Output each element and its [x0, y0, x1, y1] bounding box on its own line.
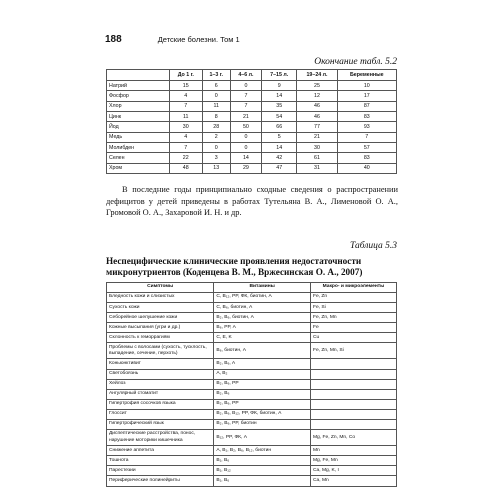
table-cell: 11: [170, 112, 203, 122]
table-cell: 48: [170, 163, 203, 173]
table-row: [107, 163, 397, 173]
table-row: [107, 101, 397, 111]
table-cell: 0: [230, 132, 261, 142]
table-row: [107, 379, 397, 389]
table-cell: Ca, Mg, K, I: [310, 466, 396, 476]
table-cell: B₂, B₆, PP: [214, 399, 311, 409]
column-header: 4–6 л.: [230, 70, 261, 81]
table-cell: Сухость кожи: [107, 303, 214, 313]
table-cell: Цинк: [107, 112, 170, 122]
table-cell: 14: [261, 91, 297, 101]
table-row: [107, 466, 397, 476]
table-cell: [310, 379, 396, 389]
table-row: [107, 122, 397, 132]
table-row: [107, 420, 397, 430]
column-header: [107, 70, 170, 81]
table-cell: B₂, B₆, A: [214, 359, 311, 369]
table-header-row: [107, 283, 397, 293]
table-cell: Селен: [107, 153, 170, 163]
table-header-row: [107, 70, 397, 81]
table-cell: 22: [170, 153, 203, 163]
table-cell: 9: [261, 81, 297, 91]
table-cell: B₂, B₆, B₁₂, PP, ФК, биотин, A: [214, 409, 311, 419]
table2-caption: Таблица 5.3: [350, 241, 397, 251]
column-header: 1–3 г.: [202, 70, 230, 81]
table-cell: B₁, B₁₂: [214, 466, 311, 476]
table-cell: A, B₁, B₂, B₆, B₁₂, биотин: [214, 446, 311, 456]
table-cell: Бледность кожи и слизистых: [107, 293, 214, 303]
table-row: [107, 399, 397, 409]
table-cell: 50: [230, 122, 261, 132]
table-cell: Fe, Zn, Mn: [310, 313, 396, 323]
table-cell: Проблемы с волосами (сухость, тусклость, выпадение, сечение, перхоть): [107, 343, 214, 359]
column-header: Симптомы: [107, 283, 214, 293]
table-cell: B₁, B₆: [214, 476, 311, 486]
table-row: [107, 409, 397, 419]
column-header: Витамины: [214, 283, 311, 293]
table-cell: 7: [170, 101, 203, 111]
table-cell: Йод: [107, 122, 170, 132]
table-cell: [310, 369, 396, 379]
table-row: [107, 91, 397, 101]
table-cell: 10: [337, 81, 396, 91]
table-row: [107, 446, 397, 456]
table-cell: 13: [202, 163, 230, 173]
table-cell: C, E, K: [214, 333, 311, 343]
symptoms-table: [106, 282, 397, 487]
table-cell: [310, 420, 396, 430]
table-row: [107, 476, 397, 486]
table-row: [107, 132, 397, 142]
table-row: [107, 430, 397, 446]
table-cell: Fe, Zn, Mn, Si: [310, 343, 396, 359]
table-cell: Хлор: [107, 101, 170, 111]
table-cell: [310, 359, 396, 369]
table-cell: 87: [337, 101, 396, 111]
table-cell: Fe, Zn: [310, 293, 396, 303]
table-cell: Снижение аппетита: [107, 446, 214, 456]
table-row: [107, 359, 397, 369]
table-cell: Молибден: [107, 143, 170, 153]
table-cell: 83: [337, 112, 396, 122]
table-cell: Глоссит: [107, 409, 214, 419]
table-cell: 12: [297, 91, 337, 101]
table-cell: Хром: [107, 163, 170, 173]
table-cell: [310, 409, 396, 419]
table-cell: 17: [337, 91, 396, 101]
table-cell: 21: [230, 112, 261, 122]
table-cell: 57: [337, 143, 396, 153]
table-cell: 5: [261, 132, 297, 142]
table-row: [107, 333, 397, 343]
table-cell: 14: [230, 153, 261, 163]
table-row: [107, 343, 397, 359]
table-cell: Фосфор: [107, 91, 170, 101]
table-cell: B₁₂, PP, ФК, A: [214, 430, 311, 446]
table-cell: 0: [202, 91, 230, 101]
table-cell: 0: [230, 143, 261, 153]
table-cell: 83: [337, 153, 396, 163]
table-row: [107, 81, 397, 91]
table-cell: B₂, B₆: [214, 389, 311, 399]
table-cell: 4: [170, 132, 203, 142]
table-cell: 7: [170, 143, 203, 153]
table-cell: Диспептические расстройства, понос, нарушение моторики кишечника: [107, 430, 214, 446]
table-cell: Cu: [310, 333, 396, 343]
table-cell: 46: [297, 101, 337, 111]
table-cell: B₆, биотин, A: [214, 343, 311, 359]
table-cell: Светобоязнь: [107, 369, 214, 379]
table-cell: Mg, Fe, Zn, Mn, Co: [310, 430, 396, 446]
column-header: Макро- и микроэлементы: [310, 283, 396, 293]
column-header: До 1 г.: [170, 70, 203, 81]
table-row: [107, 293, 397, 303]
table-cell: Кожные высыпания (угри и др.): [107, 323, 214, 333]
table-cell: Парестезии: [107, 466, 214, 476]
table-cell: Коньюнктивит: [107, 359, 214, 369]
table-row: [107, 143, 397, 153]
table-cell: 61: [297, 153, 337, 163]
table1-caption: Окончание табл. 5.2: [314, 57, 397, 67]
table-cell: 2: [202, 132, 230, 142]
table-cell: 21: [297, 132, 337, 142]
table-cell: 77: [297, 122, 337, 132]
table-cell: C, B₆, биотин, A: [214, 303, 311, 313]
table-cell: 31: [297, 163, 337, 173]
table-cell: 42: [261, 153, 297, 163]
table-cell: Fe, Si: [310, 303, 396, 313]
table-cell: Mn: [310, 446, 396, 456]
table-row: [107, 323, 397, 333]
table-cell: B₂, B₆, биотин, A: [214, 313, 311, 323]
table-cell: 30: [170, 122, 203, 132]
table-cell: A, B₂: [214, 369, 311, 379]
table-cell: 6: [202, 81, 230, 91]
table-cell: 93: [337, 122, 396, 132]
table-row: [107, 313, 397, 323]
table-cell: Гипертрофический язык: [107, 420, 214, 430]
table-cell: 7: [337, 132, 396, 142]
table-cell: Медь: [107, 132, 170, 142]
table-cell: [310, 399, 396, 409]
table-cell: Тошнота: [107, 456, 214, 466]
table-cell: 47: [261, 163, 297, 173]
table-cell: 4: [170, 91, 203, 101]
table-cell: Хейлоз: [107, 379, 214, 389]
table2-title: Неспецифические клинические проявления недостаточности микронутриентов (Коденцева В. М., Вржесинская О. А., 2007): [106, 256, 363, 277]
table-cell: 40: [337, 163, 396, 173]
table-cell: 54: [261, 112, 297, 122]
table-cell: C, B₁₂, PP, ФК, биотин, A: [214, 293, 311, 303]
table-row: [107, 369, 397, 379]
table-cell: 25: [297, 81, 337, 91]
table-cell: B₁, B₆: [214, 456, 311, 466]
table-cell: 14: [261, 143, 297, 153]
table-cell: 29: [230, 163, 261, 173]
table-cell: B₂, B₆, PP: [214, 379, 311, 389]
table-cell: 0: [230, 81, 261, 91]
table-cell: B₂, B₆, PP, биотин: [214, 420, 311, 430]
table-cell: B₆, PP, A: [214, 323, 311, 333]
table-row: [107, 112, 397, 122]
table-cell: 35: [261, 101, 297, 111]
table-cell: 66: [261, 122, 297, 132]
table-cell: Натрий: [107, 81, 170, 91]
page-number: 188: [105, 34, 122, 45]
table-cell: [310, 389, 396, 399]
table-cell: 11: [202, 101, 230, 111]
table-cell: Fe: [310, 323, 396, 333]
table-cell: 3: [202, 153, 230, 163]
table-cell: 0: [202, 143, 230, 153]
table-row: [107, 389, 397, 399]
deficiency-table: [106, 69, 397, 174]
table-cell: Периферические полинейриты: [107, 476, 214, 486]
table-row: [107, 153, 397, 163]
body-paragraph: В последние годы принципиально сходные сведения о распространении дефицитов у детей приведены в работах Тутельяна В. А., Лименовой О. А., Громовой О. А., Захаровой И. Н. и др.: [106, 185, 398, 217]
table-row: [107, 303, 397, 313]
table-cell: 8: [202, 112, 230, 122]
column-header: 7–15 л.: [261, 70, 297, 81]
running-title: Детские болезни. Том 1: [157, 35, 240, 44]
table-cell: 28: [202, 122, 230, 132]
table-cell: 7: [230, 101, 261, 111]
table-cell: 7: [230, 91, 261, 101]
column-header: 19–24 л.: [297, 70, 337, 81]
column-header: Беременные: [337, 70, 396, 81]
table-cell: Гипертрофия сосочков языка: [107, 399, 214, 409]
table-cell: Себорейное шелушение кожи: [107, 313, 214, 323]
running-header: [105, 34, 405, 48]
table-cell: Склонность к геморрагиям: [107, 333, 214, 343]
table-row: [107, 456, 397, 466]
table-cell: 15: [170, 81, 203, 91]
table-cell: Mg, Fe, Mn: [310, 456, 396, 466]
table-cell: 46: [297, 112, 337, 122]
table-cell: Ангулярный стоматит: [107, 389, 214, 399]
table-cell: 30: [297, 143, 337, 153]
table-cell: Ca, Mn: [310, 476, 396, 486]
